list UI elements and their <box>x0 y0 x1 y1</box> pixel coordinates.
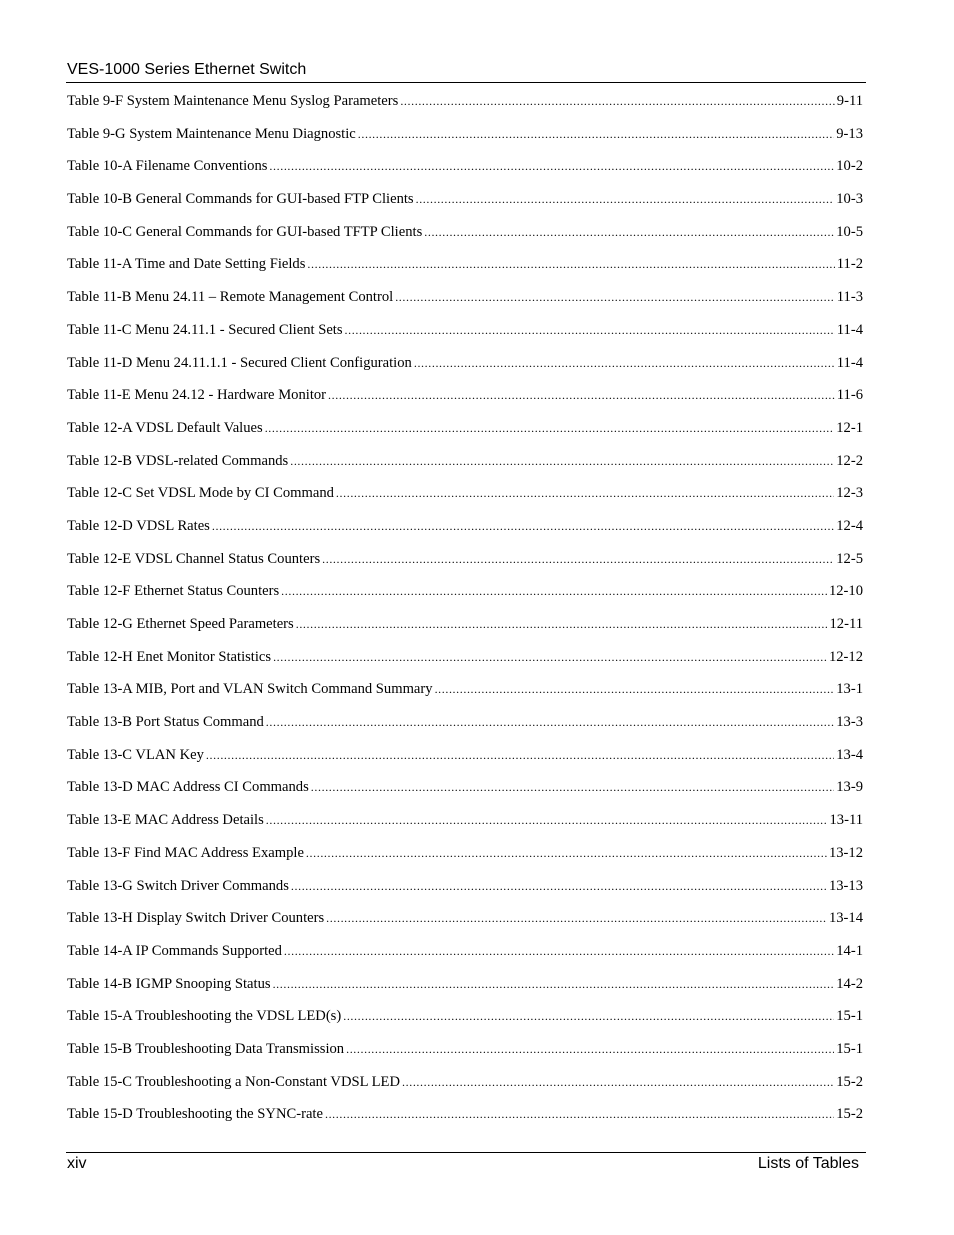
toc-entry-title[interactable]: Table 12-A VDSL Default Values <box>67 419 263 436</box>
toc-entry[interactable] <box>67 876 863 909</box>
toc-entry[interactable] <box>67 353 863 386</box>
toc-entry-title[interactable]: Table 13-F Find MAC Address Example <box>67 844 304 861</box>
toc-entry-title[interactable]: Table 11-C Menu 24.11.1 - Secured Client Sets <box>67 321 343 338</box>
toc-entry-page[interactable]: 12-10 <box>828 583 863 600</box>
dot-leader <box>325 1104 834 1124</box>
toc-entry-title[interactable]: Table 14-A IP Commands Supported <box>67 942 282 959</box>
toc-entry[interactable] <box>67 777 863 810</box>
dot-leader <box>416 189 835 209</box>
toc-entry-page[interactable]: 11-6 <box>836 387 863 404</box>
dot-leader <box>402 1072 834 1092</box>
dot-leader <box>281 581 827 601</box>
dot-leader <box>206 745 834 765</box>
dot-leader <box>345 320 835 340</box>
toc-entry-page[interactable]: 13-3 <box>836 714 863 731</box>
toc-entry-page[interactable]: 11-4 <box>836 321 863 338</box>
dot-leader <box>435 679 835 699</box>
toc-entry[interactable] <box>67 483 863 516</box>
dot-leader <box>212 516 834 536</box>
toc-entry-title[interactable]: Table 12-C Set VDSL Mode by CI Command <box>67 485 334 502</box>
toc-entry-title[interactable]: Table 11-D Menu 24.11.1.1 - Secured Client Configuration <box>67 354 412 371</box>
dot-leader <box>414 353 835 373</box>
toc-entry-page[interactable]: 15-2 <box>836 1106 863 1123</box>
toc-entry-page[interactable]: 11-4 <box>836 354 863 371</box>
toc-entry-title[interactable]: Table 13-G Switch Driver Commands <box>67 877 289 894</box>
toc-entry[interactable] <box>67 91 863 124</box>
dot-leader <box>265 418 835 438</box>
dot-leader <box>336 483 834 503</box>
toc-entry[interactable] <box>67 1072 863 1105</box>
toc-entry-title[interactable]: Table 10-A Filename Conventions <box>67 158 268 175</box>
dot-leader <box>322 549 834 569</box>
toc-entry[interactable] <box>67 222 863 255</box>
toc-entry-page[interactable]: 15-2 <box>836 1073 863 1090</box>
toc-entry[interactable] <box>67 549 863 582</box>
dot-leader <box>346 1039 834 1059</box>
dot-leader <box>424 222 834 242</box>
toc-entry-title[interactable]: Table 10-B General Commands for GUI-based FTP Clients <box>67 191 414 208</box>
footer-divider <box>66 1152 866 1153</box>
toc-entry-title[interactable]: Table 12-H Enet Monitor Statistics <box>67 648 272 665</box>
toc-entry[interactable] <box>67 254 863 287</box>
toc-entry[interactable] <box>67 1039 863 1072</box>
toc-entry-page[interactable]: 11-3 <box>836 289 863 306</box>
toc-entry[interactable] <box>67 1104 863 1137</box>
toc-entry-title[interactable]: Table 15-C Troubleshooting a Non-Constant VDSL LED <box>67 1073 401 1090</box>
toc-entry-page[interactable]: 10-5 <box>836 223 863 240</box>
toc-entry-title[interactable]: Table 12-G Ethernet Speed Parameters <box>67 616 294 632</box>
toc-entry[interactable] <box>67 647 863 680</box>
toc-entry-page[interactable]: 12-2 <box>836 452 863 469</box>
toc-entry-title[interactable]: Table 11-B Menu 24.11 – Remote Management Control <box>67 289 394 306</box>
toc-entry-title[interactable]: Table 13-C VLAN Key <box>67 746 204 763</box>
toc-entry-page[interactable]: 12-3 <box>836 485 863 502</box>
toc-entry-title[interactable]: Table 13-E MAC Address Details <box>67 812 264 829</box>
toc-entry[interactable] <box>67 124 863 157</box>
toc-entry-page[interactable]: 9-13 <box>836 125 863 142</box>
dot-leader <box>343 1006 834 1026</box>
toc-entry-page[interactable]: 13-9 <box>836 779 863 796</box>
toc-entry-page[interactable]: 15-1 <box>836 1040 863 1057</box>
dot-leader <box>307 254 834 274</box>
dot-leader <box>311 777 834 797</box>
toc-entry-title[interactable]: Table 12-B VDSL-related Commands <box>67 452 289 469</box>
toc-entry-title[interactable]: Table 11-E Menu 24.12 - Hardware Monitor <box>67 387 327 404</box>
dot-leader <box>269 156 834 176</box>
dot-leader <box>400 91 834 111</box>
toc-entry-page[interactable]: 10-3 <box>836 191 863 208</box>
toc-entry[interactable] <box>67 581 863 614</box>
dot-leader <box>296 614 828 634</box>
document-title: VES-1000 Series Ethernet Switch <box>67 61 307 78</box>
toc-entry[interactable] <box>67 712 863 745</box>
dot-leader <box>326 908 827 928</box>
toc-entry-page[interactable]: 12-12 <box>828 648 863 665</box>
dot-leader <box>266 712 834 732</box>
dot-leader <box>273 974 835 994</box>
toc-entry[interactable] <box>67 156 863 189</box>
dot-leader <box>284 941 834 961</box>
toc-entry[interactable] <box>67 385 863 418</box>
section-name: Lists of Tables <box>757 1155 859 1172</box>
toc-entry[interactable] <box>67 679 863 712</box>
toc-entry[interactable] <box>67 974 863 1007</box>
toc-entry-page[interactable]: 14-2 <box>836 975 863 992</box>
toc-entry-page[interactable]: 13-11 <box>829 812 863 829</box>
toc-entry-page[interactable]: 13-14 <box>828 910 863 927</box>
toc-entry-page[interactable]: 12-11 <box>829 616 863 632</box>
toc-entry-page[interactable]: 12-4 <box>836 517 863 534</box>
page-number: xiv <box>67 1155 87 1172</box>
toc-entry-title[interactable]: Table 13-H Display Switch Driver Counters <box>67 910 325 927</box>
toc-entry[interactable] <box>67 941 863 974</box>
toc-entry-title[interactable]: Table 10-C General Commands for GUI-based TFTP Clients <box>67 223 423 240</box>
toc-entry[interactable] <box>67 287 863 320</box>
toc-entry-title[interactable]: Table 12-F Ethernet Status Counters <box>67 583 280 600</box>
toc-entry[interactable] <box>67 908 863 941</box>
toc-entry[interactable] <box>67 418 863 451</box>
dot-leader <box>291 876 827 896</box>
toc-entry[interactable] <box>67 320 863 353</box>
toc-entry-page[interactable]: 9-11 <box>836 93 863 109</box>
toc-entry-title[interactable]: Table 13-B Port Status Command <box>67 714 264 731</box>
toc-entry-page[interactable]: 13-1 <box>836 681 863 698</box>
dot-leader <box>328 385 835 405</box>
toc-entry-title[interactable]: Table 12-E VDSL Channel Status Counters <box>67 550 321 567</box>
toc-entry[interactable] <box>67 745 863 778</box>
toc-entry[interactable] <box>67 614 863 647</box>
toc-entry-title[interactable]: Table 11-A Time and Date Setting Fields <box>67 256 306 273</box>
toc-entry[interactable] <box>67 516 863 549</box>
toc-entry[interactable] <box>67 843 863 876</box>
toc-entry[interactable] <box>67 451 863 484</box>
toc-entry-title[interactable]: Table 15-B Troubleshooting Data Transmission <box>67 1040 345 1057</box>
toc-entry-title[interactable]: Table 13-D MAC Address CI Commands <box>67 779 309 796</box>
dot-leader <box>358 124 834 144</box>
toc-entry-page[interactable]: 15-1 <box>836 1008 863 1025</box>
toc-entry[interactable] <box>67 810 863 843</box>
toc-entry-page[interactable]: 10-2 <box>836 158 863 175</box>
toc-entry-page[interactable]: 13-4 <box>836 746 863 763</box>
dot-leader <box>306 843 827 863</box>
toc-entry[interactable] <box>67 1006 863 1039</box>
header-divider <box>66 82 866 83</box>
toc-entry-page[interactable]: 13-12 <box>828 844 863 861</box>
list-of-tables <box>67 91 863 1137</box>
toc-entry-page[interactable]: 13-13 <box>828 877 863 894</box>
toc-entry-page[interactable]: 14-1 <box>836 942 863 959</box>
dot-leader <box>395 287 835 307</box>
toc-entry-title[interactable]: Table 15-D Troubleshooting the SYNC-rate <box>67 1106 323 1123</box>
toc-entry-page[interactable]: 12-1 <box>836 419 863 436</box>
toc-entry-title[interactable]: Table 13-A MIB, Port and VLAN Switch Command Summary <box>67 681 433 698</box>
toc-entry-title[interactable]: Table 12-D VDSL Rates <box>67 517 210 534</box>
dot-leader <box>266 810 828 830</box>
toc-entry-title[interactable]: Table 15-A Troubleshooting the VDSL LED(s) <box>67 1008 342 1025</box>
toc-entry[interactable] <box>67 189 863 222</box>
toc-entry-title[interactable]: Table 14-B IGMP Snooping Status <box>67 975 271 992</box>
toc-entry-page[interactable]: 11-2 <box>836 256 863 273</box>
dot-leader <box>273 647 827 667</box>
toc-entry-title[interactable]: Table 9-G System Maintenance Menu Diagnostic <box>67 125 356 142</box>
toc-entry-title[interactable]: Table 9-F System Maintenance Menu Syslog Parameters <box>67 93 399 109</box>
dot-leader <box>290 451 834 471</box>
toc-entry-page[interactable]: 12-5 <box>836 550 863 567</box>
